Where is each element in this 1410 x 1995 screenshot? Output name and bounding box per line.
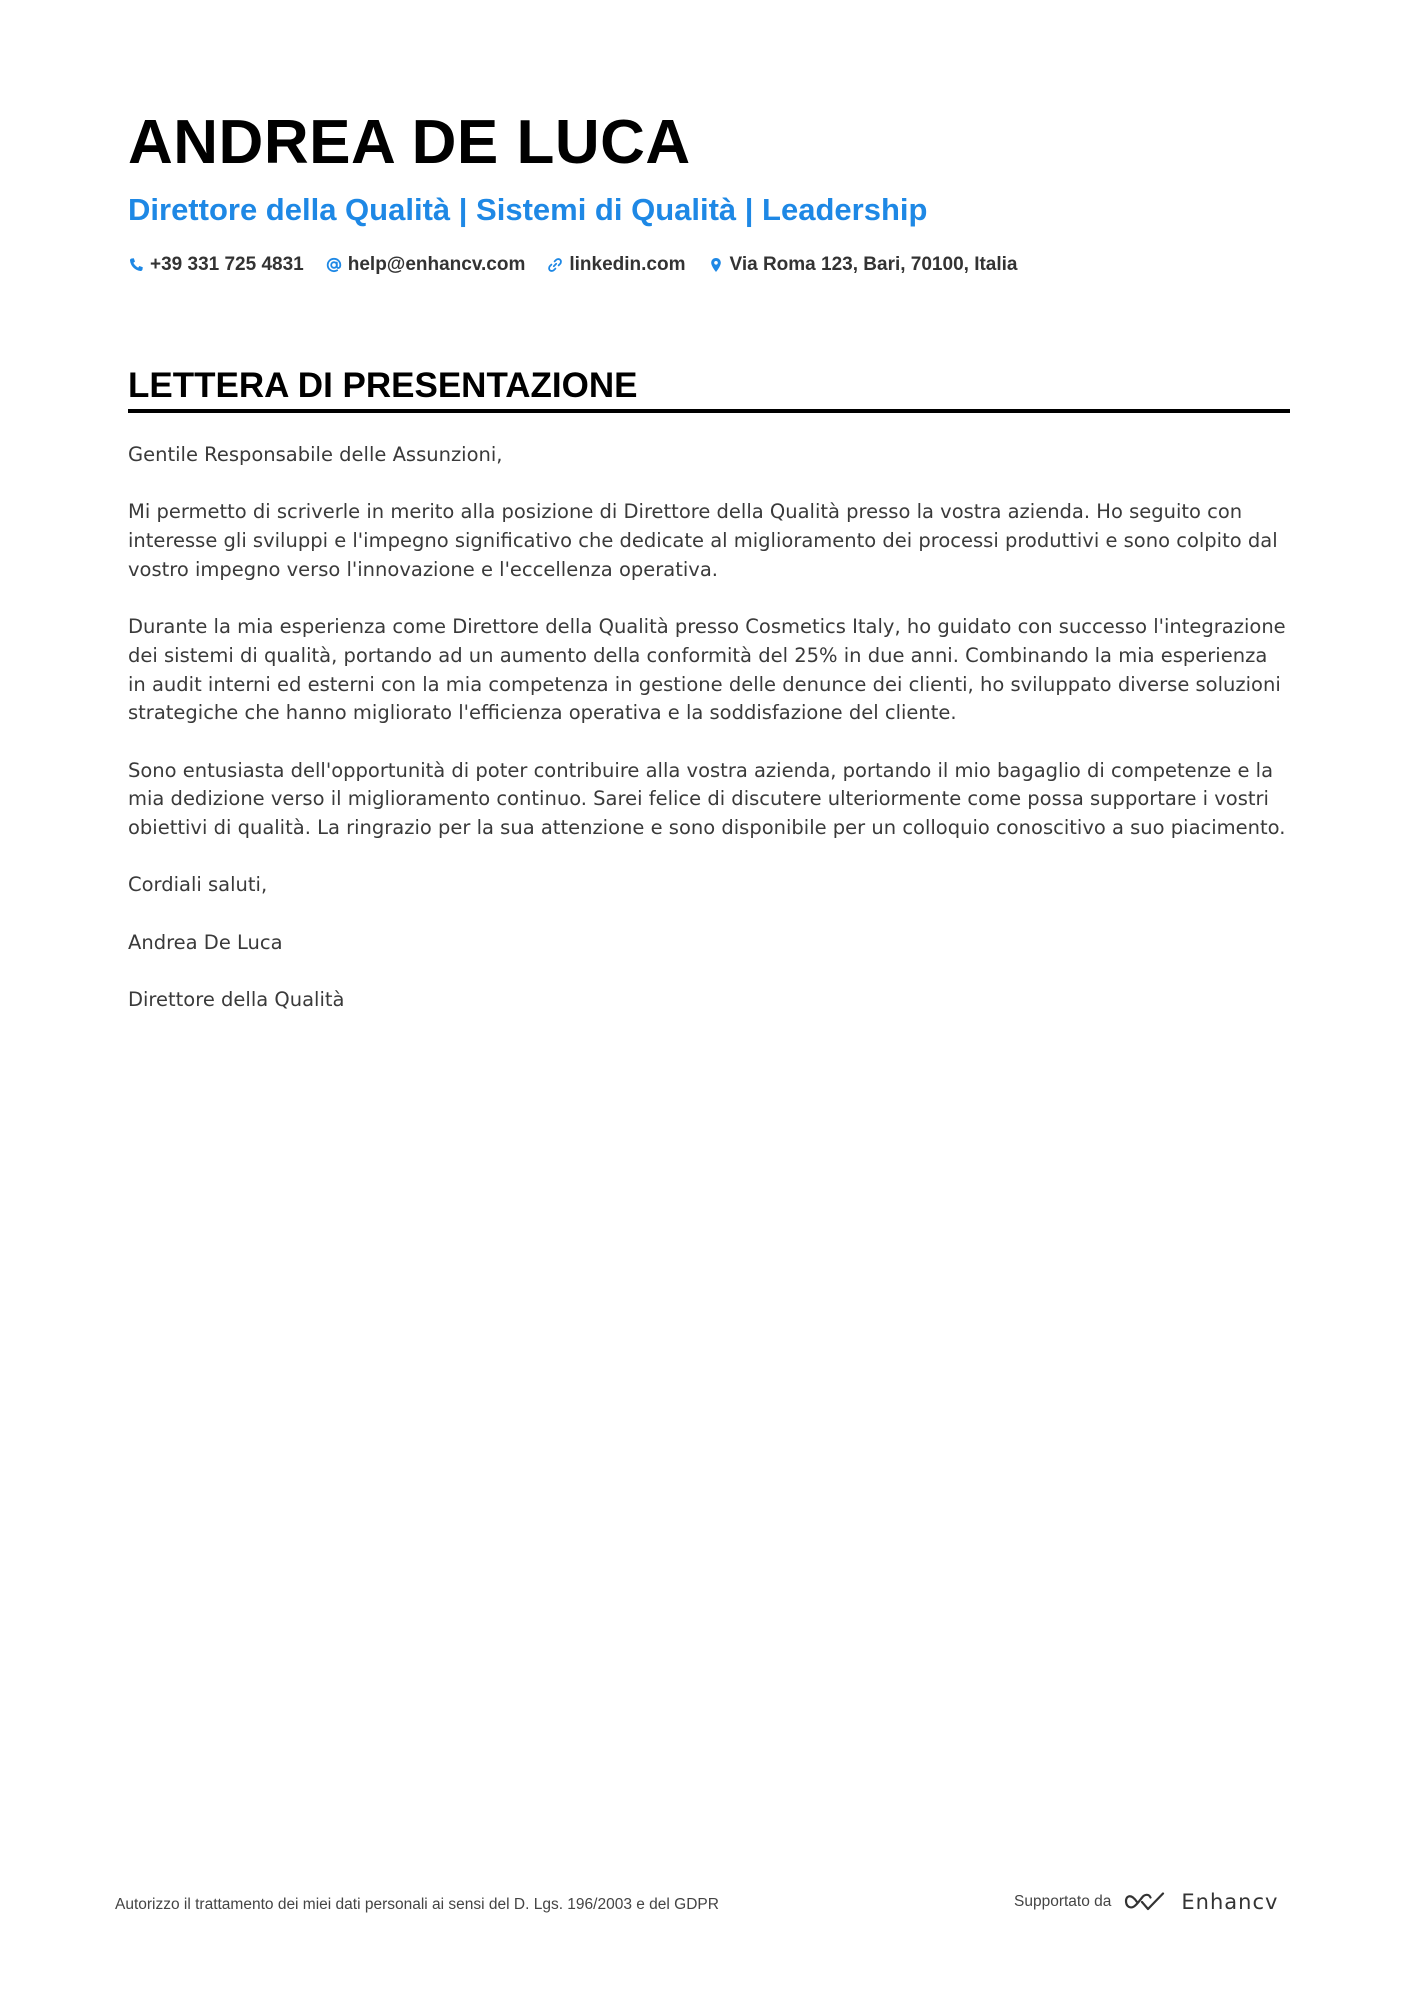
signature-name: Andrea De Luca — [128, 930, 283, 954]
at-sign-icon — [326, 257, 342, 273]
candidate-name: ANDREA DE LUCA — [128, 108, 691, 177]
phone-number: +39 331 725 4831 — [150, 254, 304, 275]
letter-paragraph: Sono entusiasta dell'opportunità di poter contribuire alla vostra azienda, portando il mio bagaglio di competenze e la mia dedizione verso il miglioramento continuo. Sarei felice di discutere ulteriormente come possa supportare i vostri obiettivi di qualità. La ringrazio per la sua attenzione e sono disponibile per un colloquio conoscitivo a suo piacimento. — [128, 758, 1286, 840]
section-title: LETTERA DI PRESENTAZIONE — [128, 366, 638, 405]
contact-email[interactable] — [326, 254, 526, 276]
powered-by-badge[interactable] — [1014, 1889, 1278, 1915]
letter-paragraph: Mi permetto di scriverle in merito alla posizione di Direttore della Qualità presso la vostra azienda. Ho seguito con interesse gli sviluppi e l'impegno significativo che dedicate al miglioramento dei processi produttivi e sono colpito dal vostro impegno verso l'innovazione e l'eccellenza operativa. — [128, 500, 1278, 581]
phone-icon — [128, 257, 144, 273]
contact-bar — [128, 254, 1040, 276]
privacy-consent: Autorizzo il trattamento dei miei dati personali ai sensi del D. Lgs. 196/2003 e del GDPR — [115, 1896, 719, 1913]
linkedin-url: linkedin.com — [569, 254, 686, 275]
letter-closing: Cordiali saluti, — [128, 873, 268, 897]
enhancv-logo-icon — [1123, 1889, 1169, 1915]
candidate-headline: Direttore della Qualità | Sistemi di Qualità | Leadership — [128, 192, 928, 227]
letter-paragraph: Durante la mia esperienza come Direttore della Qualità presso Cosmetics Italy, ho guidato con successo l'integrazione dei sistemi di qualità, portando ad un aumento della conformità del 25% in due anni. Combinando la mia esperienza in audit interni ed esterni con la mia competenza in gestione delle denunce dei clienti, ho sviluppato diverse soluzioni strategiche che hanno migliorato l'efficienza operativa e la soddisfazione del cliente. — [128, 615, 1286, 725]
contact-location — [708, 254, 1018, 276]
signature-title: Direttore della Qualità — [128, 988, 345, 1012]
contact-linkedin[interactable] — [547, 254, 685, 276]
location-address: Via Roma 123, Bari, 70100, Italia — [729, 254, 1018, 275]
contact-phone[interactable] — [128, 254, 304, 276]
brand-name: Enhancv — [1181, 1890, 1279, 1914]
powered-by-label: Supportato da — [1014, 1893, 1112, 1910]
letter-salutation: Gentile Responsabile delle Assunzioni, — [128, 443, 503, 466]
section-divider — [128, 409, 1290, 413]
location-pin-icon — [708, 257, 724, 273]
link-icon — [547, 257, 563, 273]
letter-body — [128, 441, 1290, 1044]
email-address: help@enhancv.com — [347, 254, 526, 275]
